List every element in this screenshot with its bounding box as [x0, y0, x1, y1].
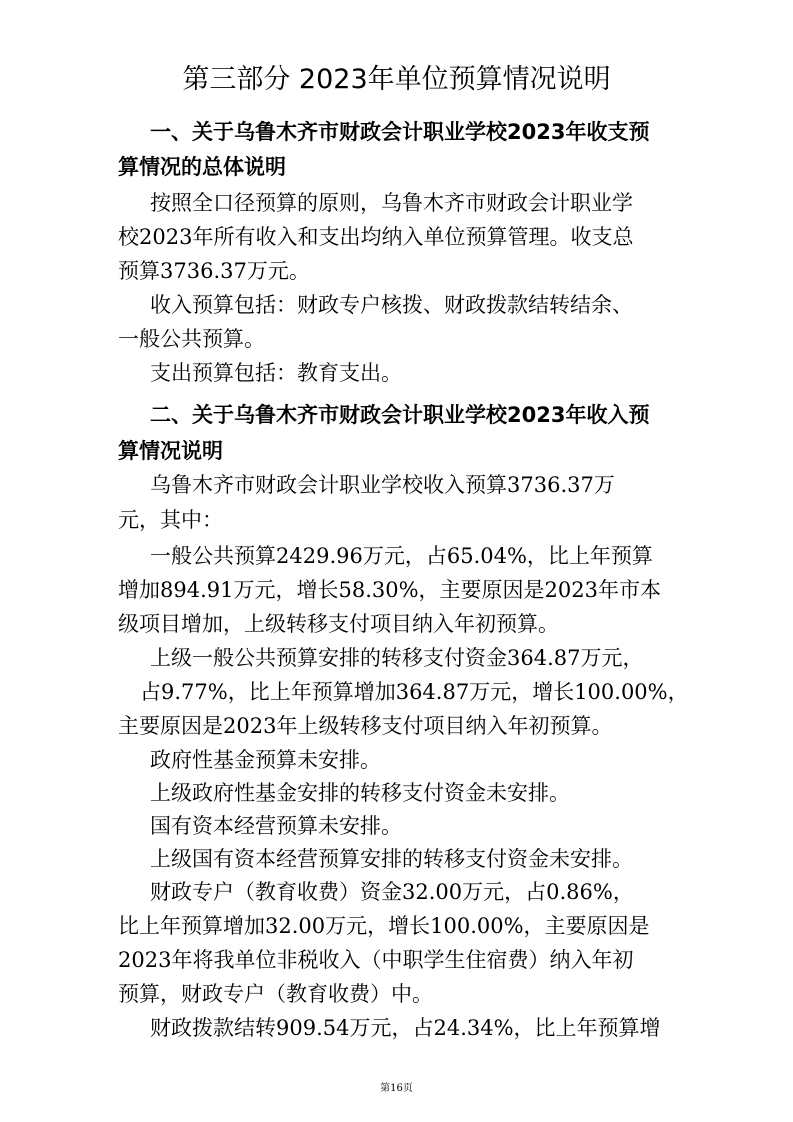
section-heading: 一、关于乌鲁木齐市财政会计职业学校2023年收支预 — [150, 120, 650, 144]
paragraph-line: 财政专户（教育收费）资金32.00万元，占0.86%， — [150, 880, 634, 904]
paragraph-line: 预算，财政专户（教育收费）中。 — [118, 982, 433, 1006]
paragraph-line: 占9.77%，比上年预算增加364.87万元，增长100.00%， — [140, 680, 689, 704]
section-heading: 算情况说明 — [118, 439, 223, 463]
paragraph-line: 按照全口径预算的原则，乌鲁木齐市财政会计职业学 — [150, 191, 633, 215]
section-heading: 算情况的总体说明 — [118, 155, 286, 179]
paragraph-line: 上级国有资本经营预算安排的转移支付资金未安排。 — [150, 847, 633, 871]
page-title: 第三部分 2023年单位预算情况说明 — [182, 64, 611, 95]
paragraph-line: 财政拨款结转909.54万元，占24.34%，比上年预算增 — [150, 1016, 661, 1040]
section-heading: 二、关于乌鲁木齐市财政会计职业学校2023年收入预 — [150, 403, 650, 427]
paragraph-line: 校2023年所有收入和支出均纳入单位预算管理。收支总 — [118, 225, 634, 249]
paragraph-line: 一般公共预算。 — [118, 327, 265, 351]
paragraph-line: 主要原因是2023年上级转移支付项目纳入年初预算。 — [118, 714, 613, 738]
paragraph-line: 增加894.91万元，增长58.30%，主要原因是2023年市本 — [118, 578, 661, 602]
paragraph-line: 级项目增加，上级转移支付项目纳入年初预算。 — [118, 612, 559, 636]
page-number: 第16页 — [380, 1083, 413, 1094]
paragraph-line: 2023年将我单位非税收入（中职学生住宿费）纳入年初 — [118, 948, 634, 972]
paragraph-line: 一般公共预算2429.96万元，占65.04%，比上年预算 — [150, 544, 653, 568]
paragraph-line: 上级政府性基金安排的转移支付资金未安排。 — [150, 781, 570, 805]
paragraph-line: 预算3736.37万元。 — [118, 259, 310, 283]
paragraph-line: 乌鲁木齐市财政会计职业学校收入预算3736.37万 — [150, 473, 615, 497]
paragraph-line: 元，其中： — [118, 508, 223, 532]
paragraph-line: 比上年预算增加32.00万元，增长100.00%，主要原因是 — [118, 914, 650, 938]
paragraph-line: 上级一般公共预算安排的转移支付资金364.87万元， — [150, 646, 644, 670]
paragraph-line: 支出预算包括：教育支出。 — [150, 361, 402, 385]
paragraph-line: 国有资本经营预算未安排。 — [150, 814, 402, 838]
paragraph-line: 收入预算包括：财政专户核拨、财政拨款结转结余、 — [150, 293, 633, 317]
paragraph-line: 政府性基金预算未安排。 — [150, 748, 381, 772]
